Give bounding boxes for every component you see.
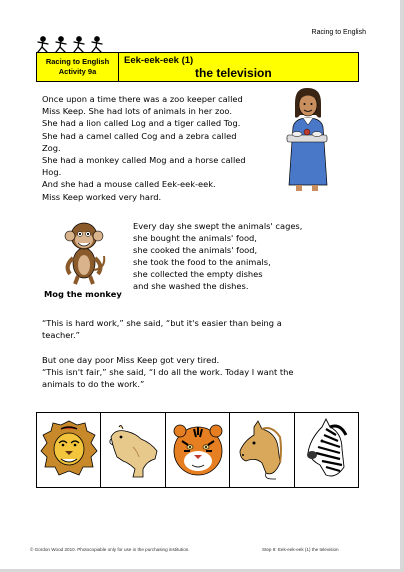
story-line: animals to do the work.” (42, 379, 145, 390)
animal-cell-horse (230, 413, 294, 487)
tiger-icon (168, 417, 228, 483)
zoo-keeper-icon (281, 85, 333, 193)
activity-subtitle: the television (195, 66, 272, 80)
story-line: “This is hard work,” she said, “but it's easier than being a (42, 318, 282, 328)
story-line: She had a lion called Log and a tiger called Tog. (42, 118, 241, 129)
monkey-caption: Mog the monkey (44, 289, 122, 299)
story-line: Miss Keep worked very hard. (42, 191, 162, 202)
zebra-icon (296, 417, 356, 483)
story-line: she took the food to the animals, (133, 257, 271, 268)
story-line: But one day poor Miss Keep got very tired. (42, 354, 220, 365)
story-line: Hog. (42, 167, 62, 178)
animal-cell-zebra (295, 413, 358, 487)
story-indented (133, 220, 302, 293)
story-top (42, 93, 246, 203)
camel-icon (103, 417, 163, 483)
page-edge (400, 0, 404, 572)
footer-step-label: Step 9: Eek-eek-eek (1) the television (262, 547, 339, 552)
monkey-icon (60, 218, 108, 286)
lion-icon (39, 417, 99, 483)
story-line: Every day she swept the animals' cages, (133, 221, 303, 231)
story-line: Zog. (42, 142, 61, 153)
activity-label (37, 53, 119, 81)
activity-header (36, 52, 359, 82)
series-label: Racing to English (311, 29, 366, 36)
level-line-2: Activity 9a (58, 67, 97, 76)
story-line: teacher.” (42, 330, 80, 341)
story-line: “This isn't fair,” she said, “I do all the work. Today I want the (42, 366, 294, 377)
story-line: and she washed the dishes. (133, 281, 249, 292)
animal-cell-lion (37, 413, 101, 487)
story-line: she bought the animals' food, (133, 233, 257, 244)
story-line: Once upon a time there was a zoo keeper called (42, 94, 243, 104)
level-line-1: Racing to English (45, 57, 110, 66)
story-line: And she had a mouse called Eek-eek-eek. (42, 179, 216, 190)
story-line (42, 341, 293, 353)
footer-copyright: © Gordon Wood 2010. Photocopiable only for use in the purchasing institution. (30, 547, 190, 552)
horse-icon (232, 417, 292, 483)
story-line: She had a monkey called Mog and a horse called (42, 155, 246, 166)
activity-title-cell (119, 53, 358, 81)
story-line: Miss Keep. She had lots of animals in her zoo. (42, 106, 232, 117)
story-line: she cooked the animals' food, (133, 245, 258, 256)
story-line: she collected the empty dishes (133, 269, 263, 280)
story-line: She had a camel called Cog and a zebra called (42, 130, 237, 141)
story-bottom (42, 317, 293, 390)
animal-picture-strip (36, 412, 359, 488)
activity-title: Eek-eek-eek (1) (124, 55, 194, 66)
animal-cell-tiger (166, 413, 230, 487)
animal-cell-camel (101, 413, 165, 487)
